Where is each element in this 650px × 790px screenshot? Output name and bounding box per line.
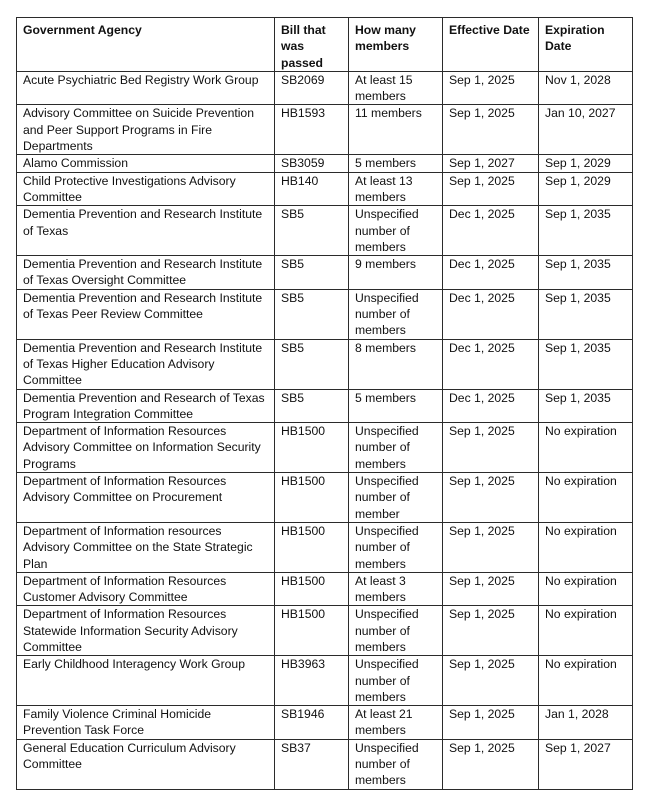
members-cell: Unspecified number of members [349,739,443,789]
expiration-date-cell: Sep 1, 2029 [539,172,633,206]
members-cell: At least 15 members [349,71,443,105]
bill-cell: HB3963 [275,656,349,706]
bill-cell: SB5 [275,289,349,339]
members-cell: Unspecified number of members [349,423,443,473]
members-cell: At least 13 members [349,172,443,206]
agency-cell: Department of Information Resources Statewide Information Security Advisory Committee [17,606,275,656]
effective-date-cell: Sep 1, 2025 [443,606,539,656]
members-cell: At least 3 members [349,572,443,606]
agency-cell: Dementia Prevention and Research Institute of Texas [17,206,275,256]
effective-date-cell: Dec 1, 2025 [443,206,539,256]
effective-date-cell: Dec 1, 2025 [443,339,539,389]
bill-cell: SB5 [275,206,349,256]
table-row [17,105,633,155]
expiration-date-cell: Jan 10, 2027 [539,105,633,155]
table-row [17,71,633,105]
table-row [17,656,633,706]
members-cell: At least 21 members [349,706,443,740]
bill-cell: HB1500 [275,473,349,523]
agency-cell: Alamo Commission [17,155,275,172]
header-agency: Government Agency [17,18,275,72]
effective-date-cell: Sep 1, 2025 [443,423,539,473]
expiration-date-cell: No expiration [539,473,633,523]
agency-cell: Dementia Prevention and Research Institute of Texas Oversight Committee [17,256,275,290]
effective-date-cell: Dec 1, 2025 [443,389,539,423]
members-cell: 9 members [349,256,443,290]
bill-cell: SB3059 [275,155,349,172]
expiration-date-cell: Nov 1, 2028 [539,71,633,105]
expiration-date-cell: Sep 1, 2035 [539,206,633,256]
expiration-date-cell: No expiration [539,656,633,706]
effective-date-cell: Sep 1, 2025 [443,71,539,105]
table-row [17,339,633,389]
table-row [17,423,633,473]
expiration-date-cell: Sep 1, 2035 [539,389,633,423]
expiration-date-cell: Jan 1, 2028 [539,706,633,740]
effective-date-cell: Sep 1, 2025 [443,706,539,740]
agency-cell: Department of Information Resources Advisory Committee on Procurement [17,473,275,523]
members-cell: Unspecified number of members [349,656,443,706]
effective-date-cell: Sep 1, 2025 [443,572,539,606]
agency-table [16,17,633,790]
header-row [17,18,633,72]
header-members: How many members [349,18,443,72]
expiration-date-cell: No expiration [539,522,633,572]
bill-cell: HB1500 [275,423,349,473]
agency-cell: Dementia Prevention and Research Institute of Texas Higher Education Advisory Committee [17,339,275,389]
agency-cell: Family Violence Criminal Homicide Prevention Task Force [17,706,275,740]
expiration-date-cell: Sep 1, 2029 [539,155,633,172]
effective-date-cell: Sep 1, 2025 [443,172,539,206]
bill-cell: HB1500 [275,572,349,606]
bill-cell: SB1946 [275,706,349,740]
members-cell: 8 members [349,339,443,389]
table-row [17,473,633,523]
table-row [17,706,633,740]
agency-cell: Department of Information Resources Customer Advisory Committee [17,572,275,606]
table-row [17,606,633,656]
agency-cell: Dementia Prevention and Research Institute of Texas Peer Review Committee [17,289,275,339]
effective-date-cell: Sep 1, 2025 [443,656,539,706]
table-row [17,389,633,423]
effective-date-cell: Sep 1, 2027 [443,155,539,172]
expiration-date-cell: Sep 1, 2027 [539,739,633,789]
table-row [17,172,633,206]
effective-date-cell: Sep 1, 2025 [443,739,539,789]
bill-cell: HB1500 [275,606,349,656]
bill-cell: HB1593 [275,105,349,155]
members-cell: 5 members [349,389,443,423]
effective-date-cell: Dec 1, 2025 [443,256,539,290]
members-cell: Unspecified number of members [349,206,443,256]
members-cell: 5 members [349,155,443,172]
agency-cell: Acute Psychiatric Bed Registry Work Group [17,71,275,105]
effective-date-cell: Dec 1, 2025 [443,289,539,339]
bill-cell: SB5 [275,256,349,290]
expiration-date-cell: No expiration [539,423,633,473]
agency-cell: General Education Curriculum Advisory Committee [17,739,275,789]
agency-cell: Early Childhood Interagency Work Group [17,656,275,706]
table-row [17,572,633,606]
expiration-date-cell: No expiration [539,572,633,606]
members-cell: Unspecified number of member [349,473,443,523]
members-cell: 11 members [349,105,443,155]
bill-cell: SB5 [275,339,349,389]
header-expiration-date: Expiration Date [539,18,633,72]
members-cell: Unspecified number of members [349,606,443,656]
bill-cell: HB1500 [275,522,349,572]
table-row [17,289,633,339]
expiration-date-cell: Sep 1, 2035 [539,289,633,339]
table-row [17,256,633,290]
table-row [17,522,633,572]
bill-cell: SB37 [275,739,349,789]
agency-cell: Child Protective Investigations Advisory Committee [17,172,275,206]
effective-date-cell: Sep 1, 2025 [443,105,539,155]
effective-date-cell: Sep 1, 2025 [443,473,539,523]
effective-date-cell: Sep 1, 2025 [443,522,539,572]
table-row [17,739,633,789]
header-effective-date: Effective Date [443,18,539,72]
members-cell: Unspecified number of members [349,289,443,339]
table-row [17,206,633,256]
bill-cell: SB5 [275,389,349,423]
agency-cell: Advisory Committee on Suicide Prevention and Peer Support Programs in Fire Departments [17,105,275,155]
table-row [17,155,633,172]
agency-cell: Department of Information resources Advisory Committee on the State Strategic Plan [17,522,275,572]
expiration-date-cell: Sep 1, 2035 [539,339,633,389]
agency-cell: Dementia Prevention and Research of Texas Program Integration Committee [17,389,275,423]
bill-cell: SB2069 [275,71,349,105]
header-bill: Bill that was passed [275,18,349,72]
expiration-date-cell: No expiration [539,606,633,656]
members-cell: Unspecified number of members [349,522,443,572]
agency-cell: Department of Information Resources Advisory Committee on Information Security Programs [17,423,275,473]
expiration-date-cell: Sep 1, 2035 [539,256,633,290]
bill-cell: HB140 [275,172,349,206]
